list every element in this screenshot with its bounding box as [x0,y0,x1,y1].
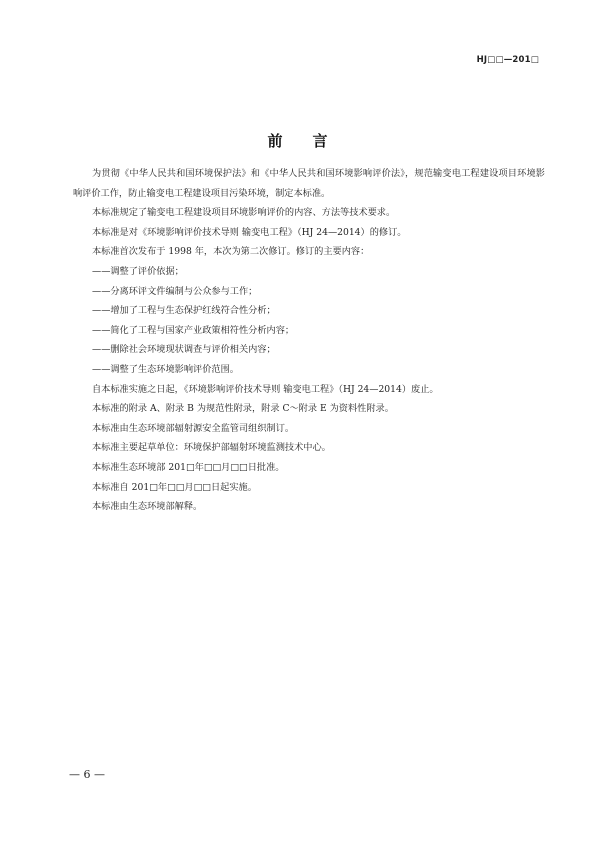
paragraph-revision-of: 本标准是对《环境影响评价技术导则 输变电工程》（HJ 24—2014）的修订。 [92,226,407,238]
list-item-change: ——删除社会环境现状调查与评价相关内容； [92,344,276,356]
list-item-change: ——分离环评文件编制与公众参与工作； [92,285,258,297]
list-item-change: ——调整了生态环境影响评价范围。 [92,363,239,375]
preface-body [73,164,545,517]
list-item-change: ——增加了工程与生态保护红线符合性分析； [92,305,276,317]
list-item-change: ——简化了工程与国家产业政策相符性分析内容； [92,324,295,336]
paragraph-supersedes: 自本标准实施之日起，《环境影响评价技术导则 输变电工程》（HJ 24—2014）废止。 [92,383,439,395]
paragraph-scope: 本标准规定了输变电工程建设项目环境影响评价的内容、方法等技术要求。 [92,207,396,219]
paragraph-interpretation: 本标准由生态环境部解释。 [92,501,203,513]
paragraph-organizer: 本标准由生态环境部辐射源安全监管司组织制订。 [92,422,295,434]
paragraph-appendices: 本标准的附录 A、附录 B 为规范性附录，附录 C～附录 E 为资料性附录。 [92,403,394,415]
page-title: 前 言 [267,132,328,150]
paragraph-effective: 本标准自 201□年□□月□□日起实施。 [92,481,257,493]
page-number: — 6 — [69,768,105,781]
list-item-change: ——调整了评价依据； [92,265,184,277]
paragraph-approval: 本标准生态环境部 201□年□□月□□日批准。 [92,461,285,473]
paragraph-purpose: 为贯彻《中华人民共和国环境保护法》和《中华人民共和国环境影响评价法》，规范输变电工程建设项目环境影响评价工作，防止输变电工程建设项目污染环境，制定本标准。 [73,168,545,199]
paragraph-drafting-unit: 本标准主要起草单位：环境保护部辐射环境监测技术中心。 [92,442,331,454]
document-code-header: HJ□□—201□ [476,55,539,65]
paragraph-history: 本标准首次发布于 1998 年，本次为第二次修订。修订的主要内容： [92,246,370,258]
